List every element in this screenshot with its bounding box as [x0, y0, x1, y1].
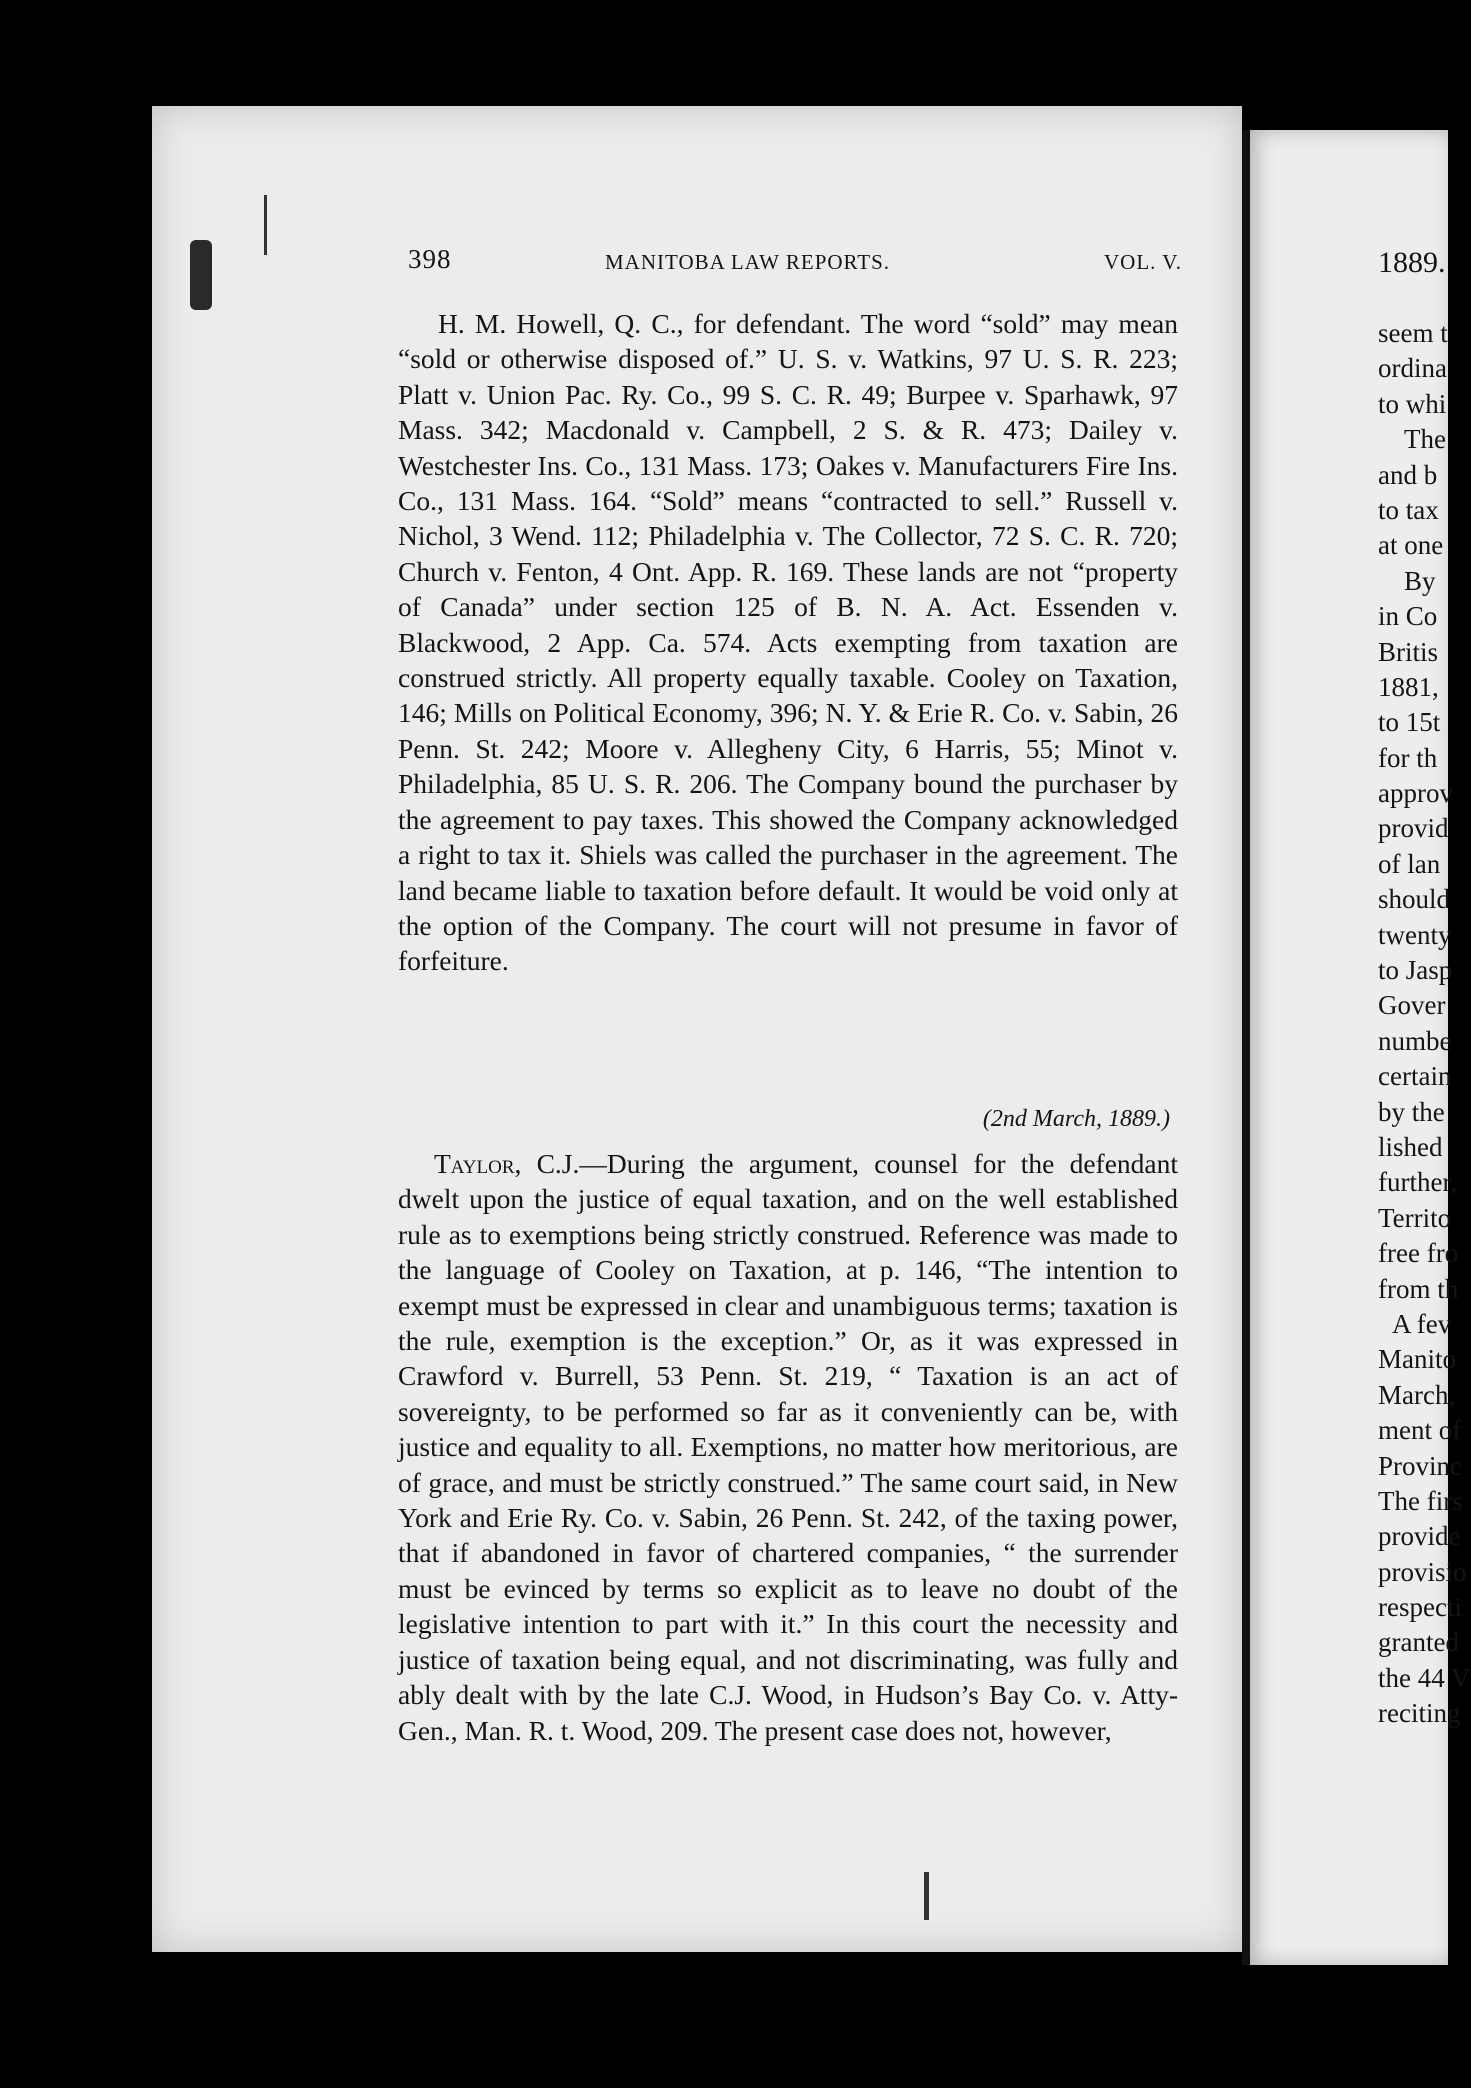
facing-line: of lan: [1378, 848, 1441, 879]
facing-line: certain: [1378, 1061, 1452, 1092]
facing-page-header: 1889.: [1378, 246, 1446, 279]
facing-line: Provinc: [1378, 1450, 1462, 1481]
facing-line: should: [1378, 884, 1451, 915]
facing-line: The: [1404, 424, 1446, 455]
scan-mark: [924, 1872, 929, 1920]
page-number: 398: [408, 244, 452, 274]
argument-text-block: [398, 306, 1178, 979]
judgment-text-block: [398, 1146, 1178, 1748]
facing-line: Territo: [1378, 1202, 1452, 1233]
facing-line: Manito: [1378, 1344, 1456, 1375]
facing-line: provisio: [1378, 1556, 1467, 1587]
facing-line: provide: [1378, 1521, 1461, 1552]
running-title: MANITOBA LAW REPORTS.: [605, 250, 891, 274]
facing-line: The firs: [1378, 1485, 1463, 1516]
judgment-paragraph: [398, 1146, 1178, 1748]
facing-line: Britis: [1378, 636, 1439, 667]
facing-page-text: [1378, 316, 1471, 1732]
facing-line: twenty: [1378, 919, 1452, 950]
facing-line: numbe: [1378, 1025, 1452, 1056]
judge-name: Taylor, C.J.: [434, 1148, 580, 1179]
facing-line: respecti: [1378, 1592, 1462, 1623]
facing-line: granted: [1378, 1627, 1459, 1658]
facing-line: A fev: [1392, 1308, 1452, 1339]
judgment-date: (2nd March, 1889.): [982, 1106, 1170, 1132]
counsel-argument-paragraph: H. M. Howell, Q. C., for defendant. The word “sold” may mean “sold or otherwise disposed of.” U. S. v. Watkins, 97 U. S. R. 223; Platt v. Union Pac. Ry. Co., 99 S. C. R. 49; Burpee v. Sparhawk, 97 Mass. 342; Macdonald v. Campbell, 2 S. & R. 473; Dailey v. Westchester Ins. Co., 131 Mass. 173; Oakes v. Manufacturers Fire Ins. Co., 131 Mass. 164. “Sold” means “contracted to sell.” Russell v. Nichol, 3 Wend. 112; Philadelphia v. The Collector, 72 S. C. R. 720; Church v. Fenton, 4 Ont. App. R. 169. These lands are not “property of Canada” under section 125 of B. N. A. Act. Essenden v. Blackwood, 2 App. Ca. 574. Acts exempting from taxation are construed strictly. All property equally taxable. Cooley on Taxation, 146; Mills on Political Economy, 396; N. Y. & Erie R. Co. v. Sabin, 26 Penn. St. 242; Moore v. Allegheny City, 6 Harris, 55; Minot v. Philadelphia, 85 U. S. R. 206. The Company bound the purchaser by the agreement to pay taxes. This showed the Company acknowledged a right to tax it. Shiels was called the purchaser in the agreement. The land became liable to taxation before default. It would be void only at the option of the Company. The court will not presume in favor of forfeiture.: [398, 308, 1178, 977]
facing-line: March,: [1378, 1379, 1456, 1410]
judgment-body: —During the argument, counsel for the defendant dwelt upon the justice of equal taxation, and on the well established rule as to exemptions being strictly construed. Reference was made to the language of Cooley on Taxation, at p. 146, “The intention to exempt must be expressed in clear and unambiguous terms; taxation is the rule, exemption is the exception.” Or, as it was expressed in Crawford v. Burrell, 53 Penn. St. 219, “ Taxation is an act of sovereignty, to be performed so far as it conveniently can be, with justice and equality to all. Exemptions, no matter how meritorious, are of grace, and must be strictly construed.” The same court said, in New York and Erie Ry. Co. v. Sabin, 26 Penn. St. 242, of the taxing power, that if abandoned in favor of chartered companies, “ the surrender must be evinced by terms so explicit as to leave no doubt of the legislative intention to part with it.” In this court the necessity and justice of taxation being equal, and not discriminating, was fully and ably dealt with by the late C.J. Wood, in Hudson’s Bay Co. v. Atty-Gen., Man. R. t. Wood, 209. The present case does not, however,: [398, 1148, 1178, 1746]
volume-label: VOL. V.: [1104, 250, 1182, 274]
facing-line: to tax: [1378, 494, 1439, 525]
facing-line: from th: [1378, 1273, 1459, 1304]
facing-line: lished: [1378, 1131, 1443, 1162]
scan-mark: [264, 195, 267, 255]
facing-line: and b: [1378, 459, 1438, 490]
scan-blemish: [190, 240, 212, 310]
facing-line: By: [1404, 565, 1436, 596]
facing-line: in Co: [1378, 601, 1438, 632]
facing-line: at one: [1378, 530, 1444, 561]
facing-line: Gover: [1378, 990, 1446, 1021]
facing-line: ment of: [1378, 1415, 1462, 1446]
facing-line: 1881,: [1378, 671, 1439, 702]
facing-line: provid: [1378, 813, 1449, 844]
facing-line: by the: [1378, 1096, 1445, 1127]
facing-line: to 15t: [1378, 707, 1441, 738]
page-gutter: [1242, 130, 1250, 1965]
facing-line: seem t: [1378, 318, 1448, 348]
facing-line: the 44 V: [1378, 1662, 1471, 1693]
facing-line: reciting: [1378, 1698, 1461, 1729]
facing-line: to whi: [1378, 388, 1447, 419]
facing-line: to Jasp: [1378, 955, 1453, 986]
facing-line: free fro: [1378, 1238, 1459, 1269]
facing-line: further,: [1378, 1167, 1458, 1198]
facing-line: approv: [1378, 778, 1453, 809]
facing-line: ordina: [1378, 353, 1447, 384]
facing-line: for th: [1378, 742, 1438, 773]
